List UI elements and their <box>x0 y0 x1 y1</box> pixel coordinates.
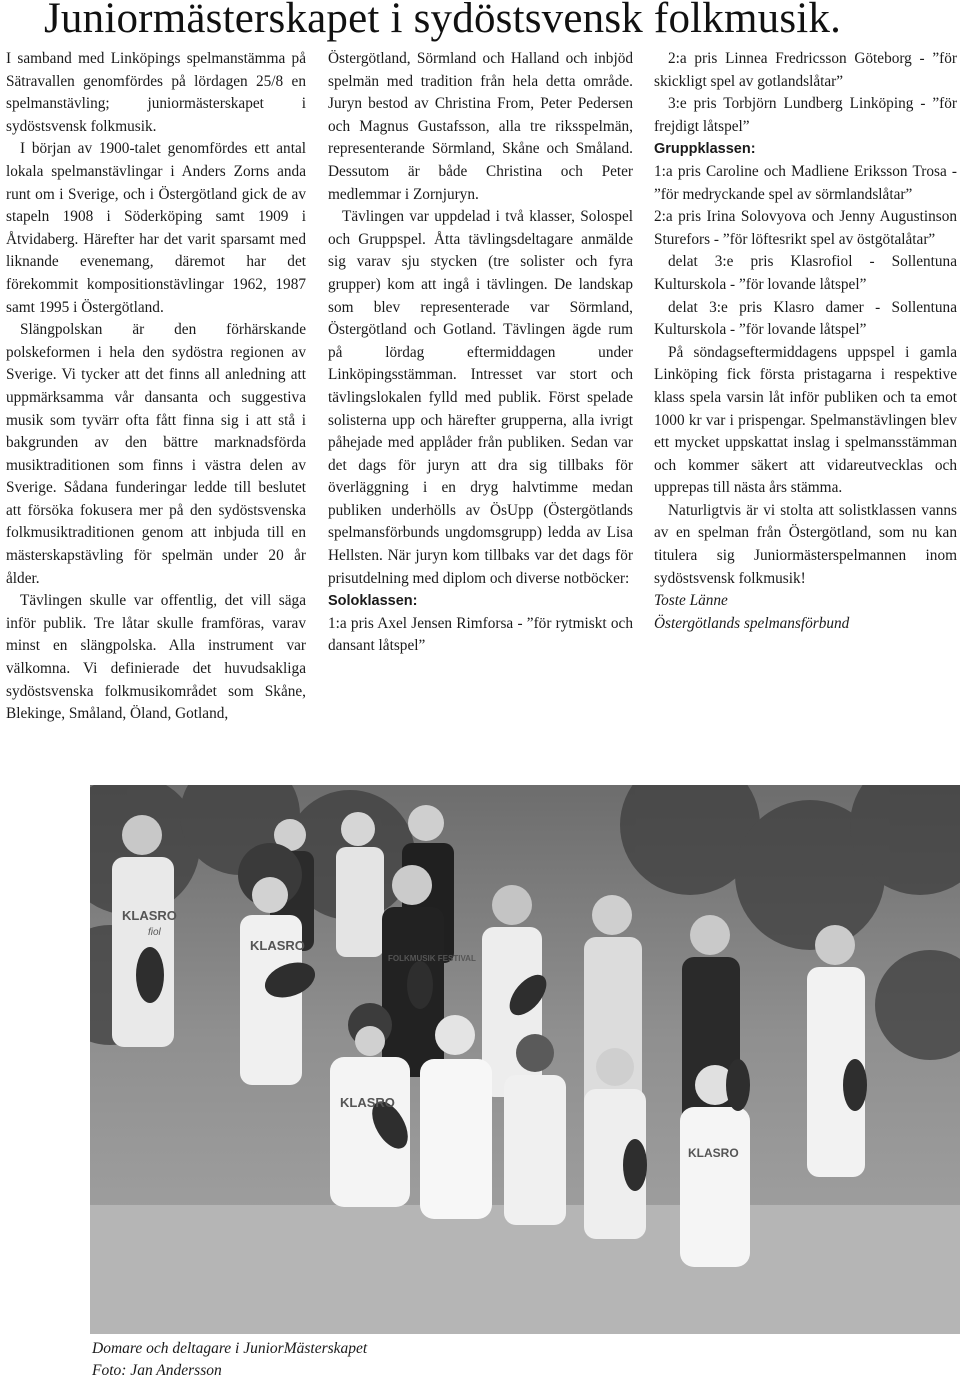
prize-line: delat 3:e pris Klasro damer - Sollentuna Kulturskola - ”för lovande låtspel” <box>654 298 957 339</box>
photo-credit: Foto: Jan Andersson <box>92 1362 222 1379</box>
author-affiliation: Östergötlands spelmansförbund <box>654 614 850 632</box>
paragraph: Naturligtvis är vi stolta att solistklassen vanns av en spelman från Östergötland, som nu kan titulera sig Juniormästerspelmannen inom sydöstsvensk folkmusik! <box>654 501 957 587</box>
photo-caption <box>92 1338 592 1382</box>
group-photo-illustration <box>90 785 960 1334</box>
paragraph: På söndagseftermiddagens uppspel i gamla Linköping fick första pristagarna i respektive klass spela varsin låt inför publiken och ta emot 1000 kr var i prispengar. Spelmanstävlingen blev ett mycket uppskattat inslag i spelmansstämman och kommer säkert att vidareutvecklas och upprepas till nästa års stämma. <box>654 343 957 497</box>
article-column-1 <box>6 48 306 726</box>
prize-line: 1:a pris Axel Jensen Rimforsa - ”för rytmiskt och dansant låtspel” <box>328 614 633 655</box>
section-heading-solo: Soloklassen: <box>328 593 418 610</box>
article-column-2 <box>328 48 633 658</box>
prize-line: delat 3:e pris Klasrofiol - Sollentuna Kulturskola - ”för lovande låtspel” <box>654 253 957 293</box>
paragraph: I början av 1900-talet genomfördes ett antal lokala spelmanstävlingar i Anders Zorns anda runt om i Sverige, och i Östergötland gick de av stapeln 1908 i Söderköping samt 1909 i Åtvidaberg. Härefter har det varit sparsamt med liknande evenemang, däremot har det förekommit kompositionstävlingar 1962, 1987 samt 1995 i Östergötland. <box>6 140 306 316</box>
shirt-text: FOLKMUSIK FESTIVAL <box>388 954 476 963</box>
prize-line: 1:a pris Caroline och Madliene Eriksson Trosa - ”för medryckande spel av sörmlandslåtar” <box>654 162 957 203</box>
shirt-text: KLASRO <box>250 938 305 953</box>
article-column-3 <box>654 48 957 635</box>
group-photo <box>90 785 960 1334</box>
shirt-text: fiol <box>148 927 161 938</box>
paragraph: I samband med Linköpings spelmanstämma på Sätravallen genomfördes på lördagen 25/8 en spelmanstävling; juniormästerskapet i sydöstsvensk folkmusik. <box>6 50 306 135</box>
section-heading-group: Gruppklassen: <box>654 141 756 158</box>
paragraph: Slängpolskan är den förhärskande polskeformen i hela den sydöstra regionen av Sverige. Vi tycker att det finns all anledning att uppmärksamma vår dansanta och suggestiva musik som tyvärr ofta fått finna sig i att stå i bakgrunden av den bättre marknadsförda musiktraditionen som finns i västra delen av Sverige. Sådana funderingar ledde till beslutet att försöka fokusera mer på den sydöstsvenska folkmusiktraditionen genom att inbjuda till en mästerskapstävling för spelmän under 20 år ålder. <box>6 321 306 587</box>
prize-line: 2:a pris Irina Solovyova och Jenny Augustinson Sturefors - ”för löftesrikt spel av östgötalåtar” <box>654 208 957 248</box>
shirt-text: KLASRO <box>340 1095 395 1110</box>
caption-text: Domare och deltagare i JuniorMästerskapet <box>92 1340 368 1357</box>
paragraph: Tävlingen var uppdelad i två klasser, Solospel och Gruppspel. Åtta tävlingsdeltagare anmälde sig varav sju stycken (tre solister och fyra grupper) kom att ingå i tävlingen. De landskap som blev representerade var Sörmland, Östergötland och Gotland. Tävlingen ägde rum på lördag eftermiddagen under Linköpingsstämman. Intresset var stort och tävlingslokalen fylld med publik. Först spelade solisterna upp och härefter grupperna, alla ivrigt påhejade med applåder från publiken. Sedan var det dags för juryn att dra sig tillbaks för överläggning i en dryg halvtimme medan publiken underhölls av ÖsUpp (Östergötlands spelmansförbunds ungdomsgrupp) ledda av Lisa Hellsten. När juryn kom tillbaks var det dags för prisutdelning med diplom och diverse notböcker: <box>328 208 633 587</box>
article-title: Juniormästerskapet i sydöstsvensk folkmusik. <box>44 0 842 42</box>
paragraph: Östergötland, Sörmland och Halland och inbjöd spelmän med tradition från hela detta område. Juryn bestod av Christina From, Peter Pedersen och Magnus Gustafsson, alla tre riksspelmän, representerande Sörmland, Skåne och Småland. Dessutom är både Christina och Peter medlemmar i Zornjuryn. <box>328 50 633 203</box>
author-name: Toste Länne <box>654 592 728 610</box>
paragraph: Tävlingen skulle var offentlig, det vill säga inför publik. Tre låtar skulle framföras, varav minst en slängpolska. Alla instrument var välkomna. Vi definierade det huvudsakliga sydöstsvenska folkmusikområdet som Skåne, Blekinge, Småland, Öland, Gotland, <box>6 592 306 723</box>
shirt-text: KLASRO <box>688 1146 739 1160</box>
prize-line: 2:a pris Linnea Fredricsson Göteborg - ”för skickligt spel av gotlandslåtar” <box>654 50 957 90</box>
shirt-text: KLASRO <box>122 908 177 923</box>
prize-line: 3:e pris Torbjörn Lundberg Linköping - ”för frejdigt låtspel” <box>654 95 957 135</box>
